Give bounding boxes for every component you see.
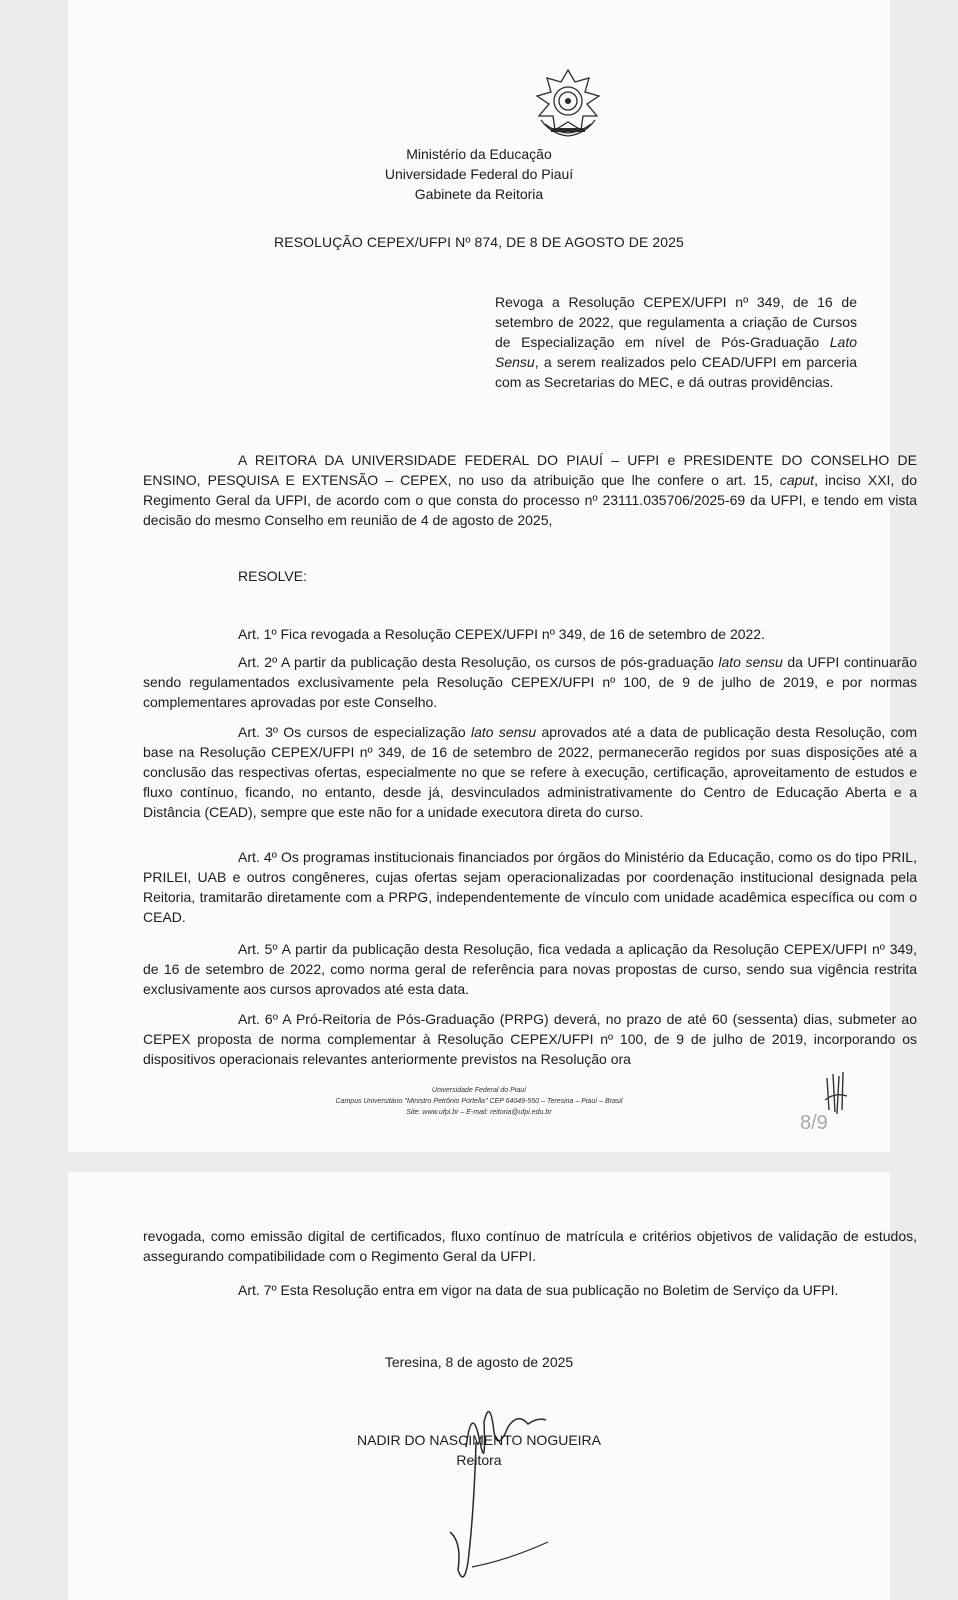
article-4-label: Art. 4º [238,849,277,865]
page-footer [68,1085,890,1118]
article-2 [143,652,917,712]
handwritten-signature [428,1392,578,1592]
summary-text-2: , a serem realizados pelo CEAD/UFPI em parceria com as Secretarias do MEC, e dá outras providências. [495,354,857,390]
article-1 [143,624,917,644]
article-2-text-2: da UFPI continuarão sendo regulamentados exclusivamente pela Resolução CEPEX/UFPI nº 100, de 9 de julho de 2019, e por normas complementares aprovadas por este Conselho. [143,654,917,710]
signer-role: Reitora [456,1452,502,1468]
preamble-text-1: A REITORA DA UNIVERSIDADE FEDERAL DO PIAUÍ – UFPI e PRESIDENTE DO CONSELHO DE ENSINO, PESQUISA E EXTENSÃO – CEPEX, no uso da atribuição que lhe confere o art. 15, [143,452,917,488]
footer-contact: Site: www.ufpi.br – E-mail: reitoria@ufpi.edu.br [406,1109,552,1116]
article-1-text: Fica revogada a Resolução CEPEX/UFPI nº 349, de 16 de setembro de 2022. [276,626,765,642]
article-5 [143,939,917,999]
article-6-text: A Pró-Reitoria de Pós-Graduação (PRPG) deverá, no prazo de até 60 (sessenta) dias, submeter ao CEPEX proposta de norma complementar à Resolução CEPEX/UFPI nº 100, de 9 de julho de 2019, incorporando os dispositivos operacionais relevantes anteriormente previstos na Resolução ora [143,1011,917,1067]
header-office: Gabinete da Reitoria [414,186,544,202]
article-4-text: Os programas institucionais financiados por órgãos do Ministério da Educação, como os do tipo PRIL, PRILEI, UAB e outros congêneres, cujas ofertas sejam operacionalizadas por coordenação institucional designada pela Reitoria, tramitarão diretamente com a PRPG, independentemente de vínculo com unidade acadêmica específica ou com o CEAD. [143,849,917,925]
preamble-text-2: , inciso XXI, do Regimento Geral da UFPI, de acordo com o que consta do processo nº 23111.035706/2025-69 da UFPI, e tendo em vista decisão do mesmo Conselho em reunião de 4 de agosto de 2025, [143,472,917,528]
footer-institution: Universidade Federal do Piauí [431,1087,527,1094]
header-ministry: Ministério da Educação [406,146,552,162]
page-number: 8/9 [800,1112,828,1134]
document-page-2 [68,1172,917,1600]
signer-name: NADIR DO NASCIMENTO NOGUEIRA [357,1432,601,1448]
article-2-text-1: A partir da publicação desta Resolução, os cursos de pós-graduação [277,654,719,670]
article-3-italic: lato sensu [470,724,537,740]
summary-italic: Lato Sensu [495,334,857,370]
article-2-italic: lato sensu [718,654,783,670]
article-5-text: A partir da publicação desta Resolução, fica vedada a aplicação da Resolução CEPEX/UFPI nº 349, de 16 de setembro de 2022, como norma geral de referência para novas propostas de curso, sendo sua vigência restrita exclusivamente aos cursos aprovados até esta data. [143,941,917,997]
place-and-date: Teresina, 8 de agosto de 2025 [384,1354,574,1370]
article-3 [143,722,917,822]
article-3-text-1: Os cursos de especialização [277,724,471,740]
preamble-italic: caput [779,472,815,488]
summary-text-1: Revoga a Resolução CEPEX/UFPI nº 349, de 16 de setembro de 2022, que regulamenta a criação de Cursos de Especialização em nível de Pós-Graduação [495,294,857,350]
article-4 [143,847,917,927]
article-6 [143,1009,917,1069]
article-7-label: Art. 7º [238,1282,277,1298]
article-6-label: Art. 6º [238,1011,278,1027]
preamble-paragraph [143,450,917,530]
article-6-continuation: revogada, como emissão digital de certificados, fluxo contínuo de matrícula e critérios objetivos de validação de estudos, assegurando compatibilidade com o Regimento Geral da UFPI. [143,1228,917,1264]
article-7 [143,1280,917,1300]
article-2-label: Art. 2º [238,654,278,670]
article-7-text: Esta Resolução entra em vigor na data de sua publicação no Boletim de Serviço da UFPI. [276,1282,839,1298]
resolution-summary [495,292,857,392]
resolution-title: RESOLUÇÃO CEPEX/UFPI Nº 874, DE 8 DE AGOSTO DE 2025 [274,234,684,250]
article-5-label: Art. 5º [238,941,278,957]
footer-address: Campus Universitário "Ministro Petrônio Portella" CEP 64049-550 – Teresina – Piauí – Brasil [335,1098,623,1105]
header-university: Universidade Federal do Piauí [384,166,574,182]
document-page-1 [68,0,917,1152]
resolve-heading: RESOLVE: [238,568,307,584]
article-3-text-2: aprovados até a data de publicação desta Resolução, com base na Resolução CEPEX/UFPI nº 349, de 16 de setembro de 2022, permanecerão regidos por suas disposições até a conclusão das respectivas ofertas, especialmente no que se refere à execução, certificação, aproveitamento de estudos e fluxo contínuo, ficando, no entanto, desde já, desvinculados administrativamente do Centro de Educação Aberta e a Distância (CEAD), sempre que este não for a unidade executora direta do curso. [143,724,917,820]
article-1-label: Art. 1º [238,626,277,642]
article-3-label: Art. 3º [238,724,278,740]
brazil-coat-of-arms-icon [531,68,605,140]
